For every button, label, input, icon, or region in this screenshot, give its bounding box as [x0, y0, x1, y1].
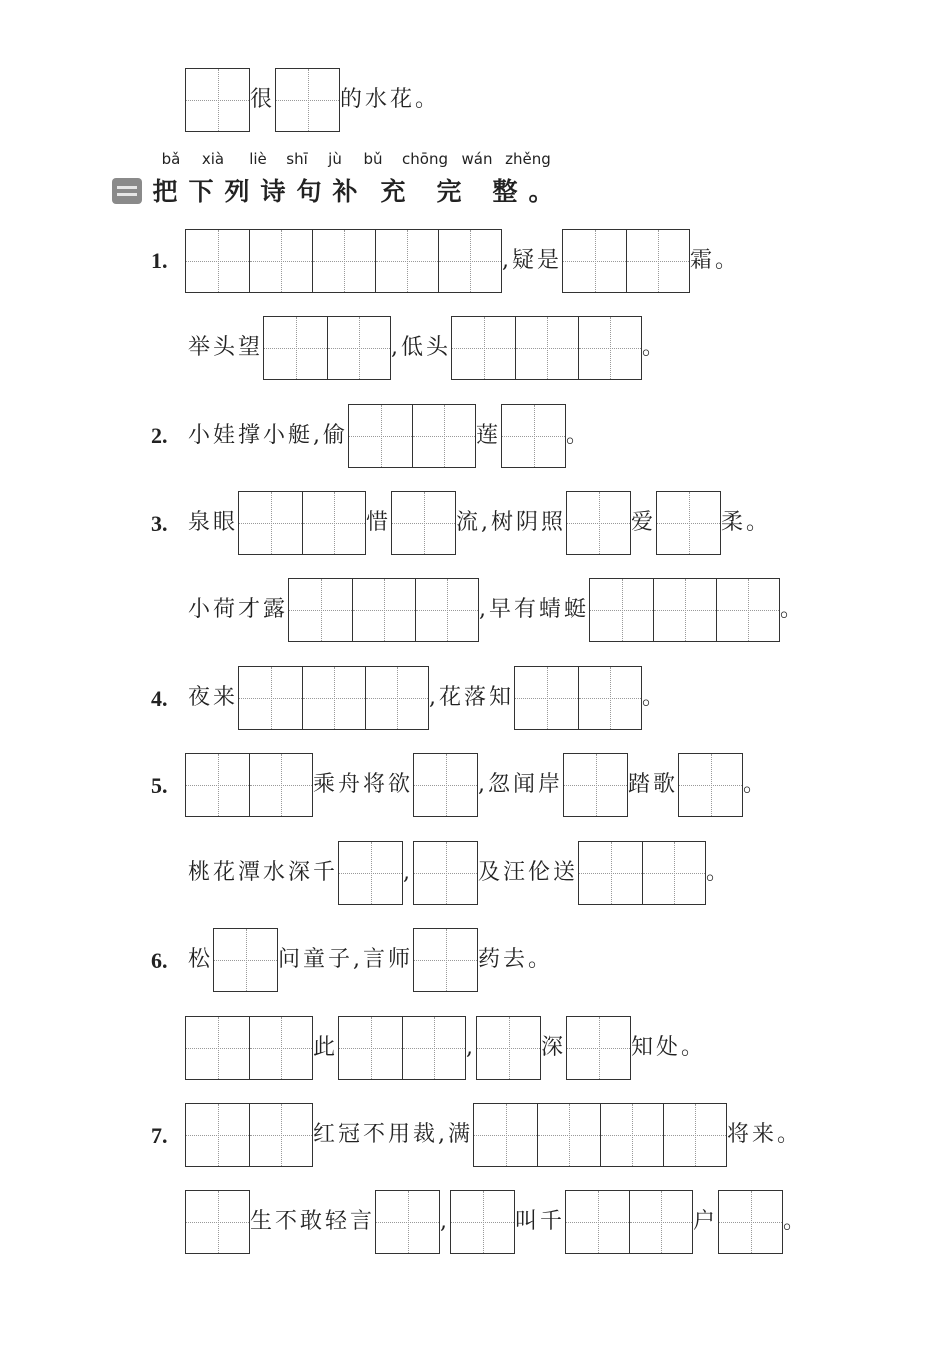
- text: 夜来: [188, 685, 239, 710]
- text: 很: [250, 87, 276, 112]
- q7-line1: [185, 1102, 802, 1168]
- answer-box[interactable]: [375, 1190, 440, 1254]
- text: 。: [706, 860, 732, 885]
- heading-char: 诗: [260, 177, 286, 206]
- answer-box[interactable]: [718, 1190, 783, 1254]
- question-number: 3.: [151, 511, 168, 536]
- q6-line1: [188, 927, 553, 993]
- text: 红冠不用裁,满: [313, 1122, 473, 1147]
- answer-box[interactable]: [185, 1103, 313, 1167]
- question-number: 1.: [151, 248, 168, 273]
- text: ,花落知: [429, 685, 515, 710]
- q2-line1: [188, 403, 591, 469]
- text: 。: [780, 597, 806, 622]
- text: 霜。: [690, 248, 741, 273]
- text: 泉眼: [188, 510, 239, 535]
- q6-line2: [185, 1015, 706, 1081]
- answer-box[interactable]: [263, 316, 391, 380]
- answer-box[interactable]: [185, 68, 250, 132]
- q1-line1: [185, 228, 740, 294]
- text: 生不敢轻言: [250, 1209, 376, 1234]
- answer-box[interactable]: [185, 1016, 313, 1080]
- answer-box[interactable]: [238, 491, 366, 555]
- heading-char: 充: [380, 177, 406, 206]
- question-number: 2.: [151, 423, 168, 448]
- answer-box[interactable]: [348, 404, 476, 468]
- heading-char: 列: [224, 177, 250, 206]
- text: 惜: [366, 510, 392, 535]
- section-icon: [112, 178, 142, 204]
- answer-box[interactable]: [514, 666, 642, 730]
- text: 的水花。: [340, 87, 441, 112]
- q4-line1: [188, 665, 667, 731]
- answer-box[interactable]: [413, 841, 478, 905]
- text: 药去。: [478, 947, 554, 972]
- answer-box[interactable]: [185, 1190, 250, 1254]
- text: 莲: [476, 423, 502, 448]
- heading-char: 下: [188, 177, 214, 206]
- pinyin: liè: [249, 150, 267, 168]
- answer-box[interactable]: [589, 578, 780, 642]
- answer-box[interactable]: [338, 1016, 466, 1080]
- text: 将来。: [727, 1122, 803, 1147]
- text: 知处。: [631, 1035, 707, 1060]
- section-heading: [150, 172, 556, 208]
- text: ,忽闻岸: [478, 772, 564, 797]
- answer-box[interactable]: [473, 1103, 727, 1167]
- text: 。: [783, 1209, 809, 1234]
- pinyin: bǔ: [363, 150, 383, 168]
- question-number: 4.: [151, 686, 168, 711]
- text: ,: [466, 1035, 477, 1060]
- text: ,疑是: [502, 248, 562, 273]
- text: ,: [440, 1209, 451, 1234]
- answer-box[interactable]: [238, 666, 429, 730]
- pinyin: chōng: [402, 150, 448, 168]
- answer-box[interactable]: [476, 1016, 541, 1080]
- text: 桃花潭水深千: [188, 860, 339, 885]
- question-number: 6.: [151, 948, 168, 973]
- answer-box[interactable]: [413, 753, 478, 817]
- q5-line1: [185, 752, 768, 818]
- heading-char: 整: [492, 177, 518, 206]
- text: 乘舟将欲: [313, 772, 414, 797]
- q3-line2: [188, 577, 805, 643]
- text: 爱: [631, 510, 657, 535]
- answer-box[interactable]: [213, 928, 278, 992]
- answer-box[interactable]: [391, 491, 456, 555]
- answer-box[interactable]: [565, 1190, 693, 1254]
- text: ,低头: [391, 335, 452, 360]
- answer-box[interactable]: [450, 1190, 515, 1254]
- answer-box[interactable]: [678, 753, 743, 817]
- q7-line2: [185, 1189, 808, 1255]
- text: 此: [313, 1035, 339, 1060]
- text: ,早有蜻蜓: [479, 597, 590, 622]
- text: 深: [541, 1035, 567, 1060]
- q5-line2: [188, 840, 731, 906]
- answer-box[interactable]: [413, 928, 478, 992]
- text: 踏歌: [628, 772, 679, 797]
- heading-char: 补: [332, 177, 358, 206]
- heading-pinyin: [156, 150, 556, 168]
- heading-char: 。: [528, 177, 554, 206]
- pinyin: jù: [328, 150, 342, 168]
- answer-box[interactable]: [185, 753, 313, 817]
- answer-box[interactable]: [338, 841, 403, 905]
- pinyin: zhěng: [505, 150, 551, 168]
- answer-box[interactable]: [275, 68, 340, 132]
- text: 。: [566, 423, 592, 448]
- answer-box[interactable]: [562, 229, 690, 293]
- q1-line2: [188, 315, 667, 381]
- question-number: 7.: [151, 1123, 168, 1148]
- text: 问童子,言师: [278, 947, 414, 972]
- text: 及汪伦送: [478, 860, 579, 885]
- heading-char: 句: [296, 177, 322, 206]
- answer-box[interactable]: [451, 316, 642, 380]
- q3-line1: [188, 490, 771, 556]
- text: 。: [743, 772, 769, 797]
- answer-box[interactable]: [185, 229, 502, 293]
- answer-box[interactable]: [288, 578, 479, 642]
- text: 户: [693, 1209, 719, 1234]
- question-number: 5.: [151, 773, 168, 798]
- text: 柔。: [721, 510, 772, 535]
- top-line: [185, 67, 440, 133]
- pinyin: shī: [286, 150, 308, 168]
- text: 流,树阴照: [456, 510, 567, 535]
- heading-char: 完: [436, 177, 462, 206]
- text: 。: [642, 685, 668, 710]
- answer-box[interactable]: [578, 841, 706, 905]
- answer-box[interactable]: [501, 404, 566, 468]
- answer-box[interactable]: [566, 491, 631, 555]
- text: 小荷才露: [188, 597, 289, 622]
- heading-char: 把: [152, 177, 178, 206]
- text: 举头望: [188, 335, 264, 360]
- pinyin: bǎ: [161, 150, 181, 168]
- answer-box[interactable]: [656, 491, 721, 555]
- text: 小娃撑小艇,偷: [188, 423, 348, 448]
- pinyin: xià: [201, 150, 225, 168]
- text: 叫千: [515, 1209, 566, 1234]
- text: ,: [403, 860, 414, 885]
- text: 松: [188, 947, 214, 972]
- text: 。: [642, 335, 668, 360]
- answer-box[interactable]: [563, 753, 628, 817]
- answer-box[interactable]: [566, 1016, 631, 1080]
- pinyin: wán: [461, 150, 493, 168]
